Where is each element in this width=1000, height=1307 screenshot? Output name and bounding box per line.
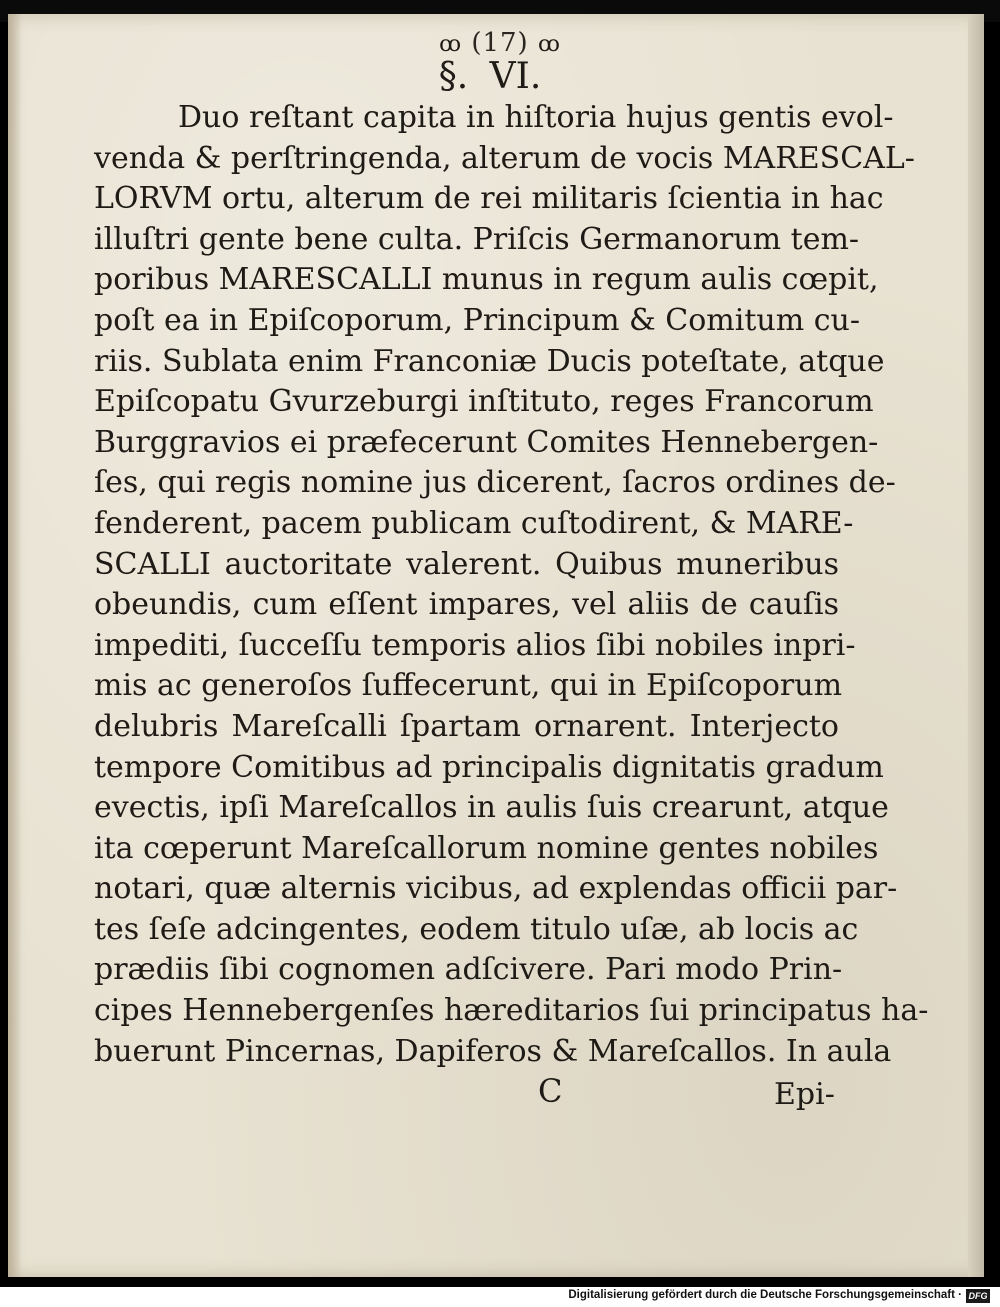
page-edge [968, 14, 984, 1277]
catchword: Epi- [774, 1077, 835, 1112]
text-line: notari, quæ alternis vicibus, ad explendas officii par- [94, 871, 898, 907]
text-line: SCALLI auctoritate valerent. Quibus muneribus [94, 546, 839, 582]
text-line: evectis, ipſi Mareſcallos in aulis ſuis crearunt, atque [94, 790, 889, 826]
text-line: poribus MARESCALLI munus in regum aulis cœpit, [94, 262, 879, 298]
section-numeral: VI. [489, 56, 542, 97]
signature-mark: C [538, 1072, 563, 1110]
page-header [0, 28, 1000, 58]
ornament-right-icon: ꝏ [537, 32, 561, 57]
body-text [94, 98, 929, 1072]
text-line: tempore Comitibus ad principalis dignitatis gradum [94, 749, 884, 785]
section-title [0, 56, 970, 97]
text-line: Duo reſtant capita in hiſtoria hujus gentis evol- [178, 100, 894, 135]
text-line: Burggravios ei præfecerunt Comites Hennebergen- [94, 424, 879, 460]
text-line: ita cœperunt Mareſcallorum nomine gentes nobiles [94, 830, 879, 866]
dfg-logo-icon: DFG [966, 1289, 990, 1303]
text-line: impediti, ſucceſſu temporis alios ſibi nobiles inpri- [94, 627, 856, 663]
text-line: obeundis, cum eſſent impares, vel aliis de cauſis [94, 587, 839, 623]
text-line: ſes, qui regis nomine jus dicerent, ſacros ordines de- [94, 465, 896, 501]
text-line: tes ſeſe adcingentes, eodem titulo uſæ, ab locis ac [94, 911, 859, 947]
section-symbol: §. [438, 56, 469, 97]
text-line: Epiſcopatu Gvurzeburgi inſtituto, reges Francorum [94, 384, 874, 420]
text-line: LORVM ortu, alterum de rei militaris ſcientia in hac [94, 181, 884, 217]
text-line: illuſtri gente bene culta. Priſcis Germanorum tem- [94, 221, 860, 257]
text-line: venda & perſtringenda, alterum de vocis MARESCAL- [94, 140, 915, 176]
text-line: poſt ea in Epiſcoporum, Principum & Comitum cu- [94, 302, 860, 338]
text-line: mis ac generoſos ſuffecerunt, qui in Epiſcoporum [94, 668, 843, 704]
page-number: (17) [471, 28, 529, 58]
text-line: fenderent, pacem publicam cuſtodirent, & MARE- [94, 505, 854, 541]
text-line: riis. Sublata enim Franconiæ Ducis poteſtate, atque [94, 343, 885, 379]
page-gutter-shadow [8, 14, 22, 1277]
text-line: delubris Mareſcalli ſpartam ornarent. Interjecto [94, 708, 839, 744]
text-line: cipes Hennebergenſes hæreditarios ſui principatus ha- [94, 993, 929, 1029]
text-line: prædiis ſibi cognomen adſcivere. Pari modo Prin- [94, 952, 843, 988]
funding-credit: Digitalisierung gefördert durch die Deutsche Forschungsgemeinschaft · [568, 1289, 962, 1301]
ornament-left-icon: ꝏ [439, 32, 463, 57]
text-line: buerunt Pincernas, Dapiferos & Mareſcallos. In aula [94, 1033, 892, 1069]
